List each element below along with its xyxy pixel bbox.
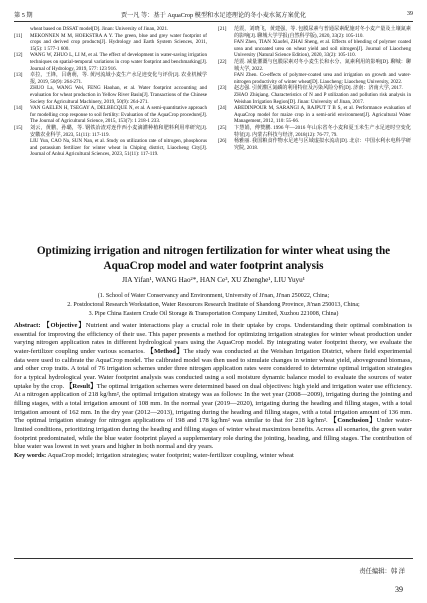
method-text: The study was conducted at the Weishan Irrigation District, where field experimental data were used to calibrate the AquaCrop model. The calibrated model was then used to simulate changes in winter wheat yield, aboveground biomass, and other crop traits. A total of 76 irrigation schemes under three nitrogen application rates were considered to determine optimal irrigation strategies for a typical hydrological year. Water footprint analysis was conducted using a soil moisture dynamic balance model to evaluate the sources of water uptake by the crop.	[14, 347, 412, 390]
reference-entry	[218, 125, 411, 138]
conclusion-tag: 【Conclusion】	[330, 417, 377, 425]
reference-entry	[14, 105, 207, 125]
reference-text: ABEDINPOUR M, SARANGI A, RAJPUT T B S, et al. Performance evaluation of AquaCrop model for maize crop in a semi-arid environment[J]. Agricultural Water Management, 2012, 110: 55-66.	[234, 105, 411, 125]
result-text: The optimal irrigation schemes were determined based on dual objectives: high yield and irrigation water use efficiency. At a nitrogen application of 218 kg/hm², the optimal irrigation strategy was as follows: In the wet year (2008—2009), irrigating during the jointing and filling stages, with a total irrigation amount of 108 mm. In the normal year (2019—2020), irrigating during the heading and filling stages, with a total irrigation amount of 162 mm. In the dry year (2012—2013), irrigating during the heading and filling stages, with a total irrigation amount of 136 mm. The optimal irrigation strategy for nitrogen applications of 198 and 178 kg/hm² was similar to that for 218 kg/hm².	[14, 382, 412, 425]
conclusion-text: Under water-limited conditions, prioritizing irrigation during the heading and filling stages of winter wheat maximizes benefits. Across all scenarios, the green water footprint predominated, while the blue water footprint played a supplementary role during the jointing, heading, and filling stages. The contribution of blue water was lowest in wet years and higher in both normal and dry years.	[14, 417, 412, 451]
reference-entry	[14, 52, 207, 72]
result-tag: 【Result】	[65, 382, 97, 390]
keywords-label: Key words:	[14, 451, 47, 459]
reference-number: [15]	[14, 124, 23, 131]
reference-number: [25]	[218, 124, 227, 131]
reference-entry	[218, 39, 411, 59]
reference-text: 赵志强. 引黄灌区氮磷的利用特征及污染风险分析[D]. 济南：济南大学, 2017.	[234, 85, 403, 92]
objective-tag: 【Objective】	[43, 322, 86, 329]
affiliation-line: (1. School of Water Conservancy and Environment, University of Ji'nan, Ji'nan 250022, China;	[97, 293, 330, 299]
reference-number: [11]	[14, 32, 23, 39]
reference-text: 卞慧娟，傅赞鹏. 1996 年—2016 年山东省冬小麦和夏玉米生产水足迹时空变化特征[J]. 内蒙古科技与经济, 2018(12): 76-77, 79.	[234, 124, 411, 138]
footer-rule	[14, 558, 413, 559]
reference-entry	[218, 72, 411, 85]
issue-number: 第 5 期	[14, 12, 33, 19]
keywords-text: AquaCrop model; irrigation strategies; water footprint; water-fertilizer coupling, winter wheat	[47, 451, 294, 459]
reference-text: FAN Zhen. Co-effects of polymer-coated urea and irrigation on growth and water-nitrogen productivity of winter wheat[D]. Liaocheng: Liaocheng University, 2022.	[234, 72, 411, 85]
reference-text: FAN Zhen, TIAN Xiaofei, ZHAI Sheng, et al. Effects of blending of polymer coated urea and uncoated urea on wheat yield and soil nitrogen[J]. Journal of Liaocheng University (Natural Science Edition), 2020, 33(2): 105-110.	[234, 39, 411, 59]
page-number: 39	[395, 585, 403, 594]
author-list: JIA Yifan¹, WANG Hao²*, HAN Ce³, XU Zhenghe¹, LIU Yuyu¹	[122, 276, 305, 284]
abstract-block	[14, 322, 412, 461]
reference-entry	[14, 26, 207, 33]
reference-text: ZHUO La, WANG Wei, FENG Haohan, et al. Water footprint accounting and evaluation for wheat production in Yellow River Basin[J]. Transactions of the Chinese Society for Agricultural Machinery, 2019, 50(9): 264-271.	[30, 85, 207, 105]
reference-number: [22]	[218, 58, 227, 65]
abstract-label: Abstract:	[14, 322, 41, 329]
article-title: Optimizing irrigation and nitrogen fertilization for winter wheat using the AquaCrop model and water footprint analysis	[36, 245, 391, 272]
references-section	[14, 26, 412, 224]
keywords	[14, 452, 412, 461]
abstract-body	[14, 322, 412, 452]
reference-entry	[218, 105, 411, 125]
reference-number: [13]	[14, 72, 23, 79]
running-title: 贾一凡 等：基于 AquaCrop 模型和水足迹理论的冬小麦水氮方案优化	[120, 12, 307, 19]
reference-entry	[14, 33, 207, 53]
reference-entry	[14, 138, 207, 158]
reference-text: ZHAO Zhiqiang. Characteristics of N and P utilization and pollution risk analysis in Weishan Irrigation Region[D]. Jinan: University of Jinan, 2017.	[234, 91, 411, 105]
reference-entry	[218, 85, 411, 92]
reference-text: LIU Yun, CAO Na, SUN Nan, et al. Study on utilization rate of nitrogen, phosphorus and potassium fertilizer for winter wheat in Chiping district, Liaocheng City[J]. Journal of Anhui Agricultural Sciences, 2023, 51(11): 117-119.	[30, 138, 207, 158]
reference-entry	[218, 138, 411, 151]
header-page-mark: 39	[406, 10, 413, 17]
reference-number: [26]	[218, 138, 227, 145]
reference-text: WANG W, ZHUO L, LI M, et al. The effect of development in water-saving irrigation techniques on spatial-temporal variations in crop water footprint and benchmarking[J]. Journal of Hydrology, 2019, 577: 123 916.	[30, 52, 207, 72]
reference-number: [12]	[14, 52, 23, 59]
affiliation-line: 2. Postdoctoral Research Workstation, Water Resources Research Institute of Shandong Province, Ji'nan 250013, China;	[67, 302, 360, 308]
references-left-column	[14, 26, 207, 158]
reference-text: 卓拉，王锋，吕萌萌，等. 黄河流域小麦生产水足迹变化与评价[J]. 农业机械学报, 2019, 50(9): 264-271.	[30, 72, 207, 85]
reference-text: 刘云，黄鹏，孙璐，等. 钢铁冶渣对连作西小麦滴灌种植和肥料利用率研究[J]. 安徽农业科学, 2023, 51(11): 117-119.	[30, 124, 207, 138]
reference-entry	[14, 85, 207, 105]
reference-entry	[14, 125, 207, 138]
reference-entry	[218, 92, 411, 105]
reference-entry	[218, 26, 411, 39]
reference-number: [21]	[218, 26, 227, 32]
method-tag: 【Method】	[147, 347, 184, 355]
reference-text: 杨雅丽. 我国粮食作物水足迹与区域虚拟水流动[D]. 北京：中国水利水电科学研究院, 2018.	[234, 138, 411, 151]
reference-number: [14]	[14, 105, 23, 112]
running-header	[14, 8, 413, 20]
header-rule	[14, 21, 413, 22]
references-right-column	[218, 26, 411, 151]
reference-text: MEKONNEN M M, HOEKSTRA A Y. The green, blue and grey water footprint of crops and derived crop products[J]. Hydrology and Earth System Sciences, 2011, 15(5): 1 577-1 600.	[30, 32, 207, 52]
affiliation-line: 3. Pipe China Eastern Crude Oil Storage & Transportation Company Limited, Xuzhou 221008, China)	[88, 311, 339, 317]
reference-number: [23]	[218, 85, 227, 92]
objective-text: Nutrient and water interactions play a crucial role in their uptake by crops. Understanding their optimal combination is essential for improving the efficiency of their use. This paper presents a method for optimizing irrigation strategies for winter wheat production under varying nitrogen application rates in different hydrological years using the AquaCrop model. By integrating water footprint theory, we evaluate the water-fertilizer coupling under various scenarios.	[14, 322, 412, 355]
reference-text: 范震，刘晓飞，黄建强，等. 包膜尿素与普通尿素配施对冬小麦产量及土壤氮素的影响[J]. 聊城大学学报(自然科学版), 2020, 33(2): 105-110.	[234, 26, 411, 39]
reference-entry	[14, 72, 207, 85]
responsible-editor: 责任编辑：韩 洋	[359, 568, 405, 575]
reference-text: wheat based on DSSAT model[D]. Jinan: University of Jinan, 2021.	[30, 26, 169, 32]
reference-number: [24]	[218, 105, 227, 112]
reference-entry	[218, 59, 411, 72]
reference-text: 范震. 减量灌溉与包膜尿素对冬小麦生长和水分、氮素利用的影响[D]. 聊城：聊城大学, 2022.	[234, 58, 411, 72]
affiliations	[14, 292, 413, 319]
reference-text: VAN GAELEN H, TSEGAY A, DELBECQUE N, et al. A semi-quantitative approach for modelling crop response to soil fertility: Evaluation of the AquaCrop procedure[J]. The Journal of Agricultural Science, 2015, 153(7): 1 218-1 233.	[30, 105, 207, 125]
